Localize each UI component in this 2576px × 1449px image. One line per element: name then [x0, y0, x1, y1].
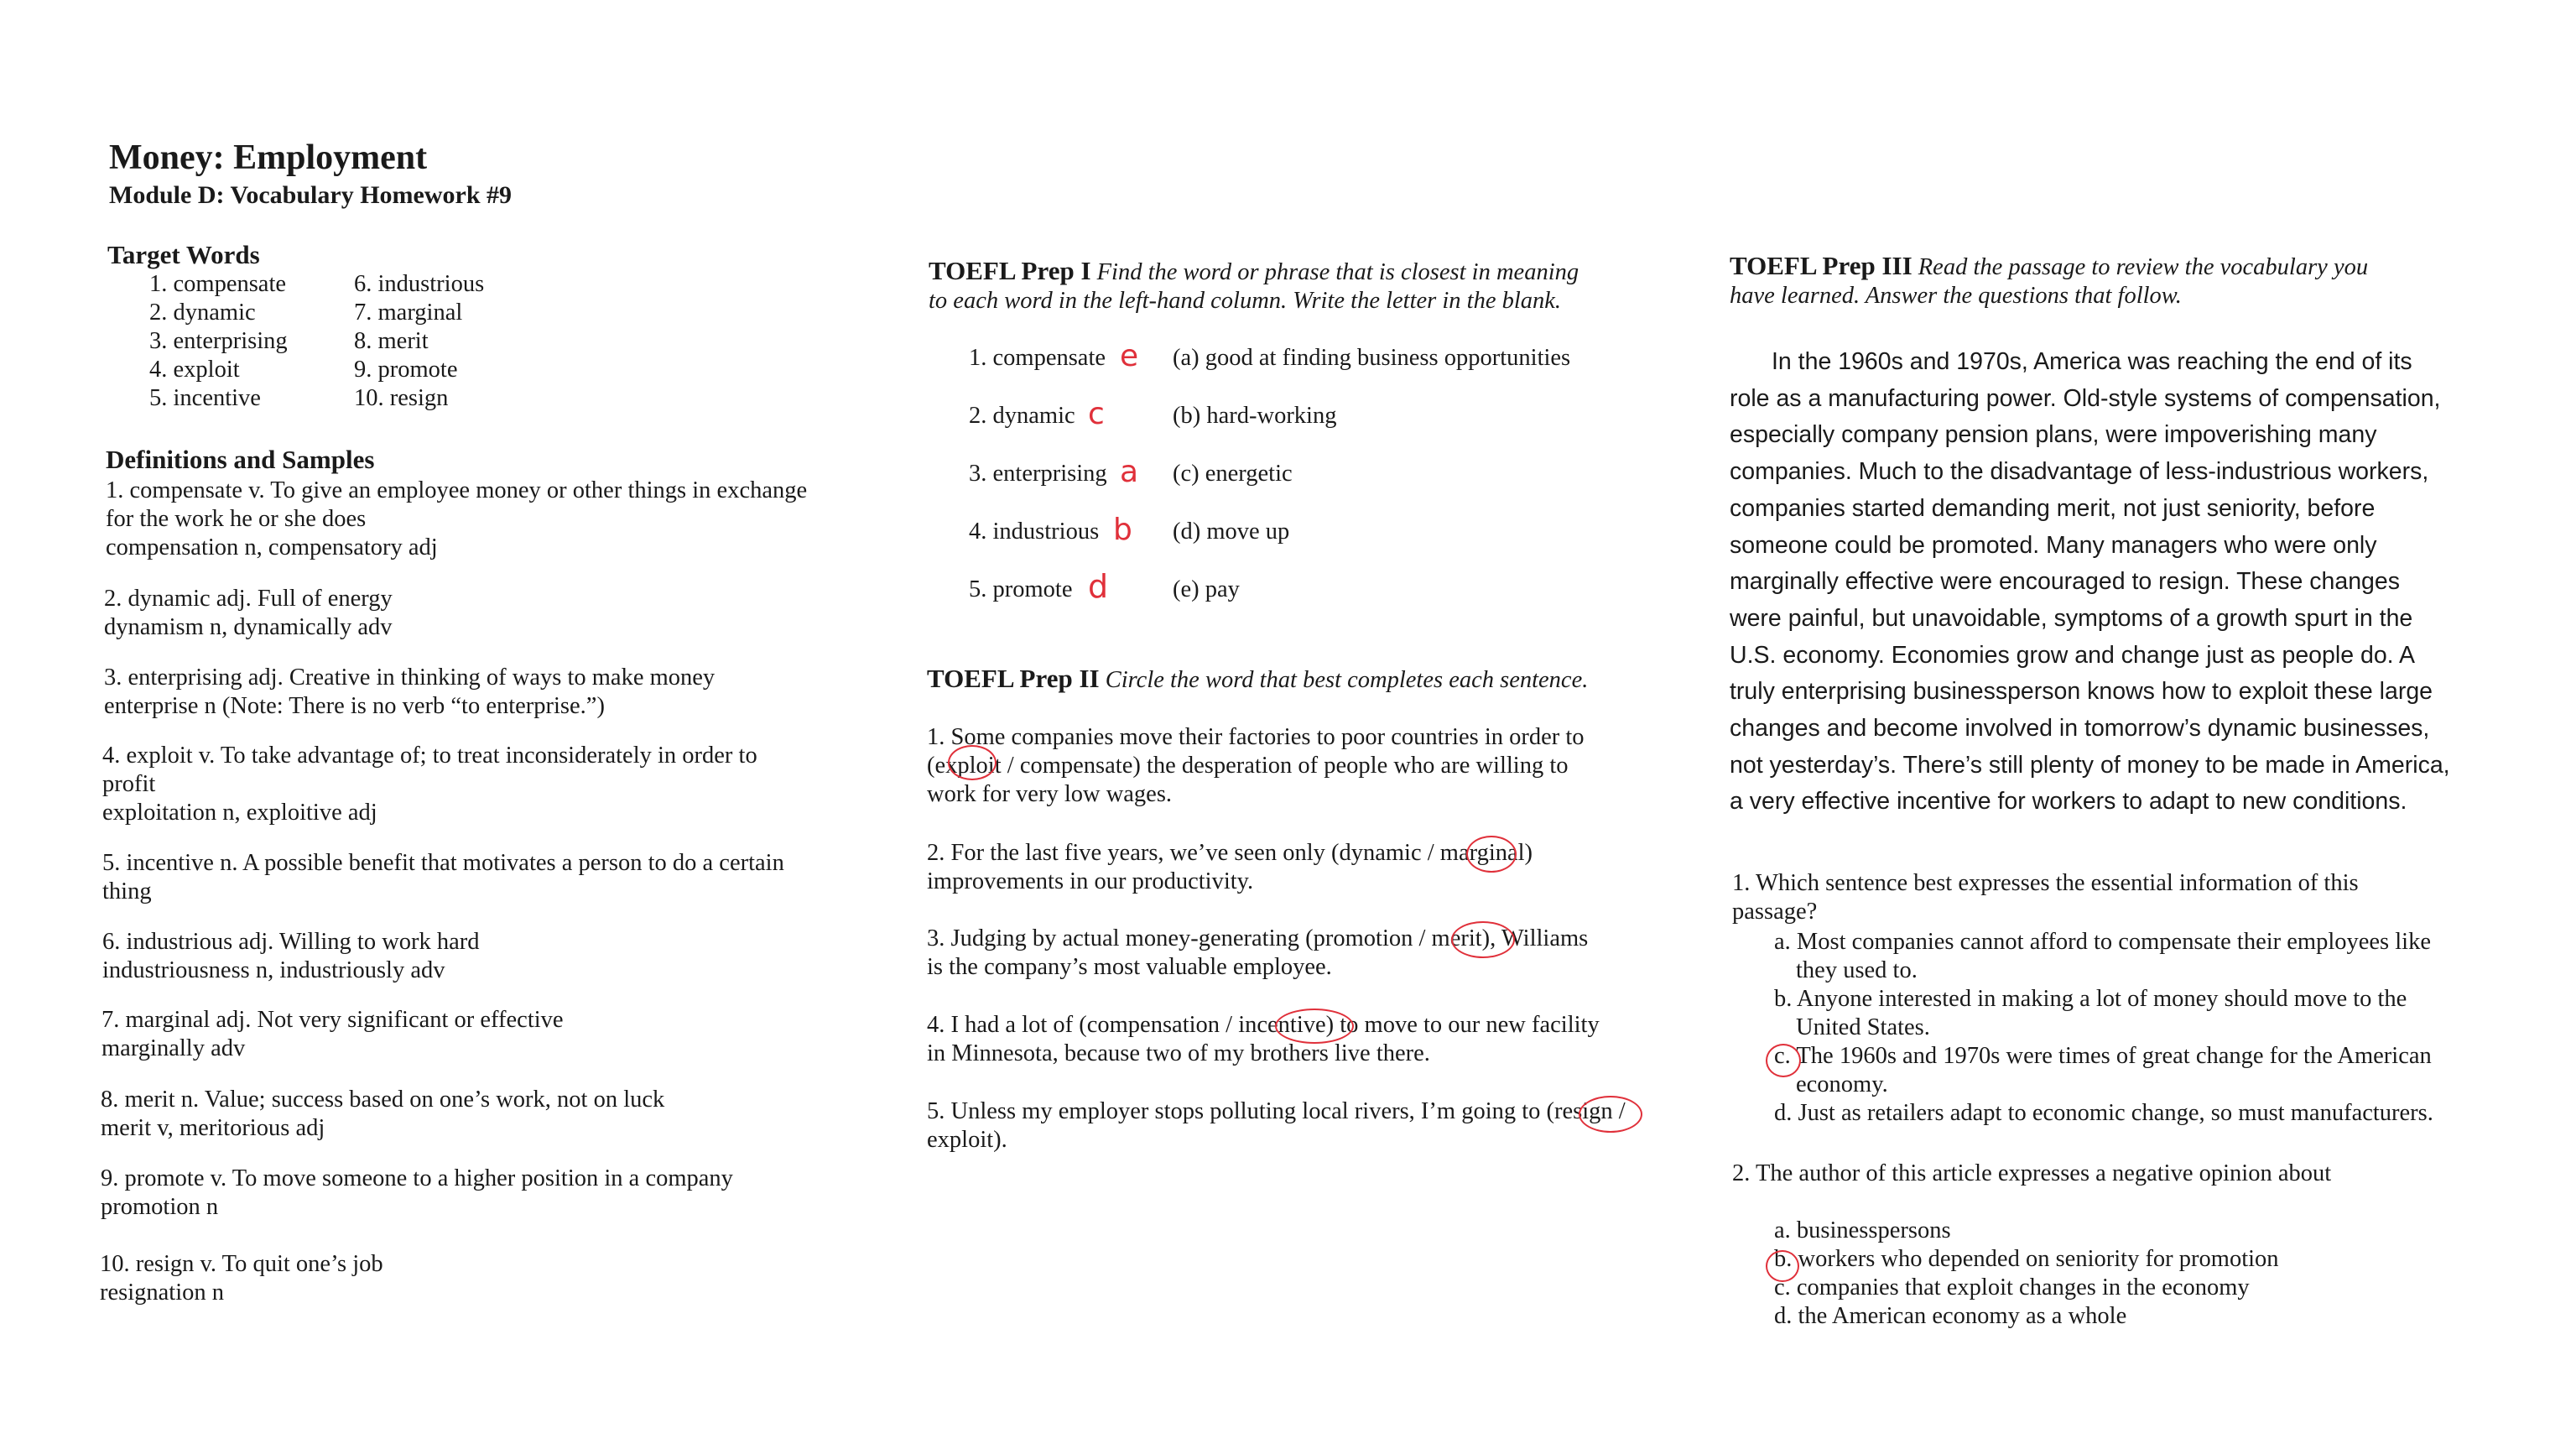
target-word: 2. dynamic — [149, 300, 256, 326]
definition-item — [104, 585, 393, 642]
question-1 — [1732, 869, 2359, 926]
definition-line: compensation n, compensatory adj — [106, 534, 438, 560]
definition-item — [102, 849, 784, 906]
definition-item — [101, 1086, 664, 1143]
matching-row — [969, 513, 1724, 576]
definition-line: merit v, meritorious adj — [101, 1115, 325, 1141]
passage-line: someone could be promoted. Many managers who were only — [1730, 531, 2377, 559]
answer-option: United States. — [1796, 1014, 1930, 1040]
definition-line: exploitation n, exploitive adj — [102, 800, 377, 826]
definition-line: 5. incentive n. A possible benefit that motivates a person to do a certain — [102, 850, 784, 876]
handwritten-answer: d — [1088, 568, 1109, 605]
toefl1-instruction: Find the word or phrase that is closest in meaning — [1096, 259, 1579, 285]
target-word: 10. resign — [354, 385, 449, 411]
toefl2-heading: TOEFL Prep II — [927, 664, 1100, 693]
definition-line: marginally adv — [101, 1035, 246, 1061]
matching-row — [969, 568, 1724, 633]
target-word: 4. exploit — [149, 357, 240, 383]
answer-option: d. the American economy as a whole — [1774, 1303, 2127, 1329]
matching-option: (b) hard-working — [1173, 403, 1337, 429]
toefl1-heading: TOEFL Prep I — [929, 256, 1091, 285]
handwritten-answer: c — [1088, 397, 1105, 431]
definition-line: 10. resign v. To quit one’s job — [100, 1251, 383, 1277]
target-word: 6. industrious — [354, 271, 485, 297]
question-2-options — [1774, 1217, 2279, 1331]
definition-item — [101, 1165, 733, 1222]
toefl1-instruction-cont: to each word in the left-hand column. Write the letter in the blank. — [929, 288, 1562, 314]
definition-item — [104, 664, 715, 721]
matching-word: 5. promote — [969, 576, 1073, 602]
definition-line: 2. dynamic adj. Full of energy — [104, 586, 393, 612]
passage-line: truly enterprising businessperson knows how to exploit these large — [1730, 678, 2433, 706]
passage-line: companies. Much to the disadvantage of less-industrious workers, — [1730, 458, 2429, 486]
definition-item — [100, 1250, 383, 1307]
definition-item — [101, 1006, 564, 1063]
target-word: 5. incentive — [149, 385, 261, 411]
matching-word: 4. industrious — [969, 519, 1100, 545]
definitions-heading: Definitions and Samples — [106, 445, 375, 474]
toefl1-matching — [969, 339, 1724, 633]
definition-item — [102, 742, 757, 827]
page-subtitle: Module D: Vocabulary Homework #9 — [109, 181, 512, 209]
definition-line: profit — [102, 771, 156, 797]
answer-option: a. Most companies cannot afford to compensate their employees like — [1774, 929, 2431, 955]
page-title: Money: Employment — [109, 138, 428, 177]
matching-word: 2. dynamic — [969, 403, 1075, 429]
toefl2-header — [927, 665, 1588, 695]
definition-line: enterprise n (Note: There is no verb “to enterprise.”) — [104, 693, 605, 719]
reading-passage — [1730, 344, 2450, 821]
target-words-heading: Target Words — [107, 240, 260, 269]
question-text: passage? — [1732, 899, 1818, 925]
definition-item — [106, 477, 807, 562]
answer-circle-mark — [1451, 921, 1515, 958]
definition-line: for the work he or she does — [106, 506, 367, 532]
question-2-text: 2. The author of this article expresses a negative opinion about — [1732, 1160, 2332, 1186]
handwritten-answer: b — [1113, 513, 1132, 547]
answer-option: b. workers who depended on seniority for promotion — [1774, 1246, 2279, 1272]
target-words-col1 — [149, 270, 288, 413]
target-word: 3. enterprising — [149, 328, 288, 354]
sentence-line: 2. For the last five years, we’ve seen only (dynamic / marginal) — [927, 840, 1533, 866]
matching-row — [969, 455, 1724, 518]
toefl2-item — [927, 1097, 1626, 1155]
answer-option: a. businesspersons — [1774, 1217, 1951, 1243]
definition-line: 8. merit n. Value; success based on one’s work, not on luck — [101, 1087, 665, 1113]
definition-line: 7. marginal adj. Not very significant or effective — [101, 1007, 564, 1033]
answer-circle-mark — [1466, 836, 1517, 873]
passage-line: changes and become involved in tomorrow’s dynamic businesses, — [1730, 715, 2430, 743]
matching-option: (c) energetic — [1173, 461, 1293, 487]
passage-line: role as a manufacturing power. Old-style systems of compensation, — [1730, 384, 2441, 412]
definition-line: 6. industrious adj. Willing to work hard — [102, 929, 480, 955]
definition-line: 4. exploit v. To take advantage of; to treat inconsiderately in order to — [102, 743, 757, 769]
sentence-line: 4. I had a lot of (compensation / incentive) to move to our new facility — [927, 1012, 1600, 1038]
definition-line: 3. enterprising adj. Creative in thinking of ways to make money — [104, 665, 716, 691]
toefl2-item — [927, 1011, 1600, 1068]
target-word: 7. marginal — [354, 300, 463, 326]
matching-option: (e) pay — [1173, 576, 1240, 602]
definition-line: thing — [102, 878, 152, 904]
matching-option: (d) move up — [1173, 519, 1290, 545]
toefl3-heading: TOEFL Prep III — [1730, 251, 1912, 280]
toefl3-instruction: Read the passage to review the vocabulary you — [1918, 254, 2369, 280]
matching-row — [969, 397, 1724, 460]
question-text: 1. Which sentence best expresses the essential information of this — [1732, 870, 2359, 896]
answer-option: c. companies that exploit changes in the economy — [1774, 1274, 2250, 1300]
answer-option: c. The 1960s and 1970s were times of great change for the American — [1774, 1043, 2432, 1069]
sentence-line: 1. Some companies move their factories to poor countries in order to — [927, 724, 1585, 750]
definition-line: resignation n — [100, 1280, 225, 1306]
definition-item — [102, 928, 480, 985]
passage-line: companies started demanding merit, not just seniority, before — [1730, 494, 2376, 522]
target-word: 1. compensate — [149, 271, 287, 297]
sentence-line: is the company’s most valuable employee. — [927, 954, 1332, 980]
definition-line: 1. compensate v. To give an employee money or other things in exchange — [106, 477, 808, 503]
sentence-line: improvements in our productivity. — [927, 868, 1254, 894]
answer-circle-mark — [948, 745, 997, 780]
matching-word: 3. enterprising — [969, 461, 1107, 487]
answer-circle-mark — [1579, 1096, 1642, 1133]
answer-option: d. Just as retailers adapt to economic change, so must manufacturers. — [1774, 1100, 2433, 1126]
toefl2-item — [927, 839, 1533, 896]
sentence-line: work for very low wages. — [927, 781, 1173, 807]
answer-circle-mark — [1766, 1250, 1799, 1282]
passage-line: especially company pension plans, were impoverishing many — [1730, 421, 2377, 449]
answer-option: b. Anyone interested in making a lot of money should move to the — [1774, 986, 2407, 1012]
toefl3-header — [1730, 252, 2368, 282]
answer-circle-mark — [1766, 1044, 1801, 1077]
matching-word: 1. compensate — [969, 345, 1106, 371]
passage-line: In the 1960s and 1970s, America was reaching the end of its — [1772, 348, 2412, 375]
sentence-line: in Minnesota, because two of my brothers live there. — [927, 1040, 1430, 1066]
definition-line: 9. promote v. To move someone to a higher position in a company — [101, 1165, 733, 1191]
toefl2-instruction: Circle the word that best completes each sentence. — [1105, 667, 1589, 693]
answer-option: economy. — [1796, 1071, 1888, 1097]
definition-line: industriousness n, industriously adv — [102, 957, 445, 983]
passage-line: U.S. economy. Economies grow and change just as people do. A — [1730, 641, 2415, 669]
question-1-options — [1774, 928, 2433, 1128]
passage-line: a very effective incentive for workers to adapt to new conditions. — [1730, 788, 2407, 816]
target-words-col2 — [354, 270, 484, 413]
passage-line: marginally effective were encouraged to resign. These changes — [1730, 568, 2401, 596]
passage-line: were painful, but unavoidable, symptoms of a growth spurt in the — [1730, 604, 2413, 632]
answer-option: they used to. — [1796, 957, 1918, 983]
definition-line: promotion n — [101, 1194, 219, 1220]
handwritten-answer: e — [1120, 339, 1139, 373]
toefl3-instruction-cont: have learned. Answer the questions that follow. — [1730, 283, 2182, 309]
passage-line: not yesterday’s. There’s still plenty of money to be made in America, — [1730, 751, 2450, 779]
answer-circle-mark — [1275, 1009, 1354, 1044]
sentence-line: (exploit / compensate) the desperation of people who are willing to — [927, 753, 1569, 779]
matching-row — [969, 339, 1724, 402]
toefl2-item — [927, 723, 1585, 809]
target-word: 9. promote — [354, 357, 458, 383]
toefl1-header — [929, 257, 1579, 287]
sentence-line: 3. Judging by actual money-generating (promotion / merit), Williams — [927, 925, 1589, 951]
matching-option: (a) good at finding business opportunities — [1173, 345, 1571, 371]
sentence-line: exploit). — [927, 1127, 1007, 1153]
handwritten-answer: a — [1120, 455, 1139, 489]
sentence-line: 5. Unless my employer stops polluting local rivers, I’m going to (resign / — [927, 1098, 1626, 1124]
definition-line: dynamism n, dynamically adv — [104, 614, 393, 640]
target-word: 8. merit — [354, 328, 429, 354]
